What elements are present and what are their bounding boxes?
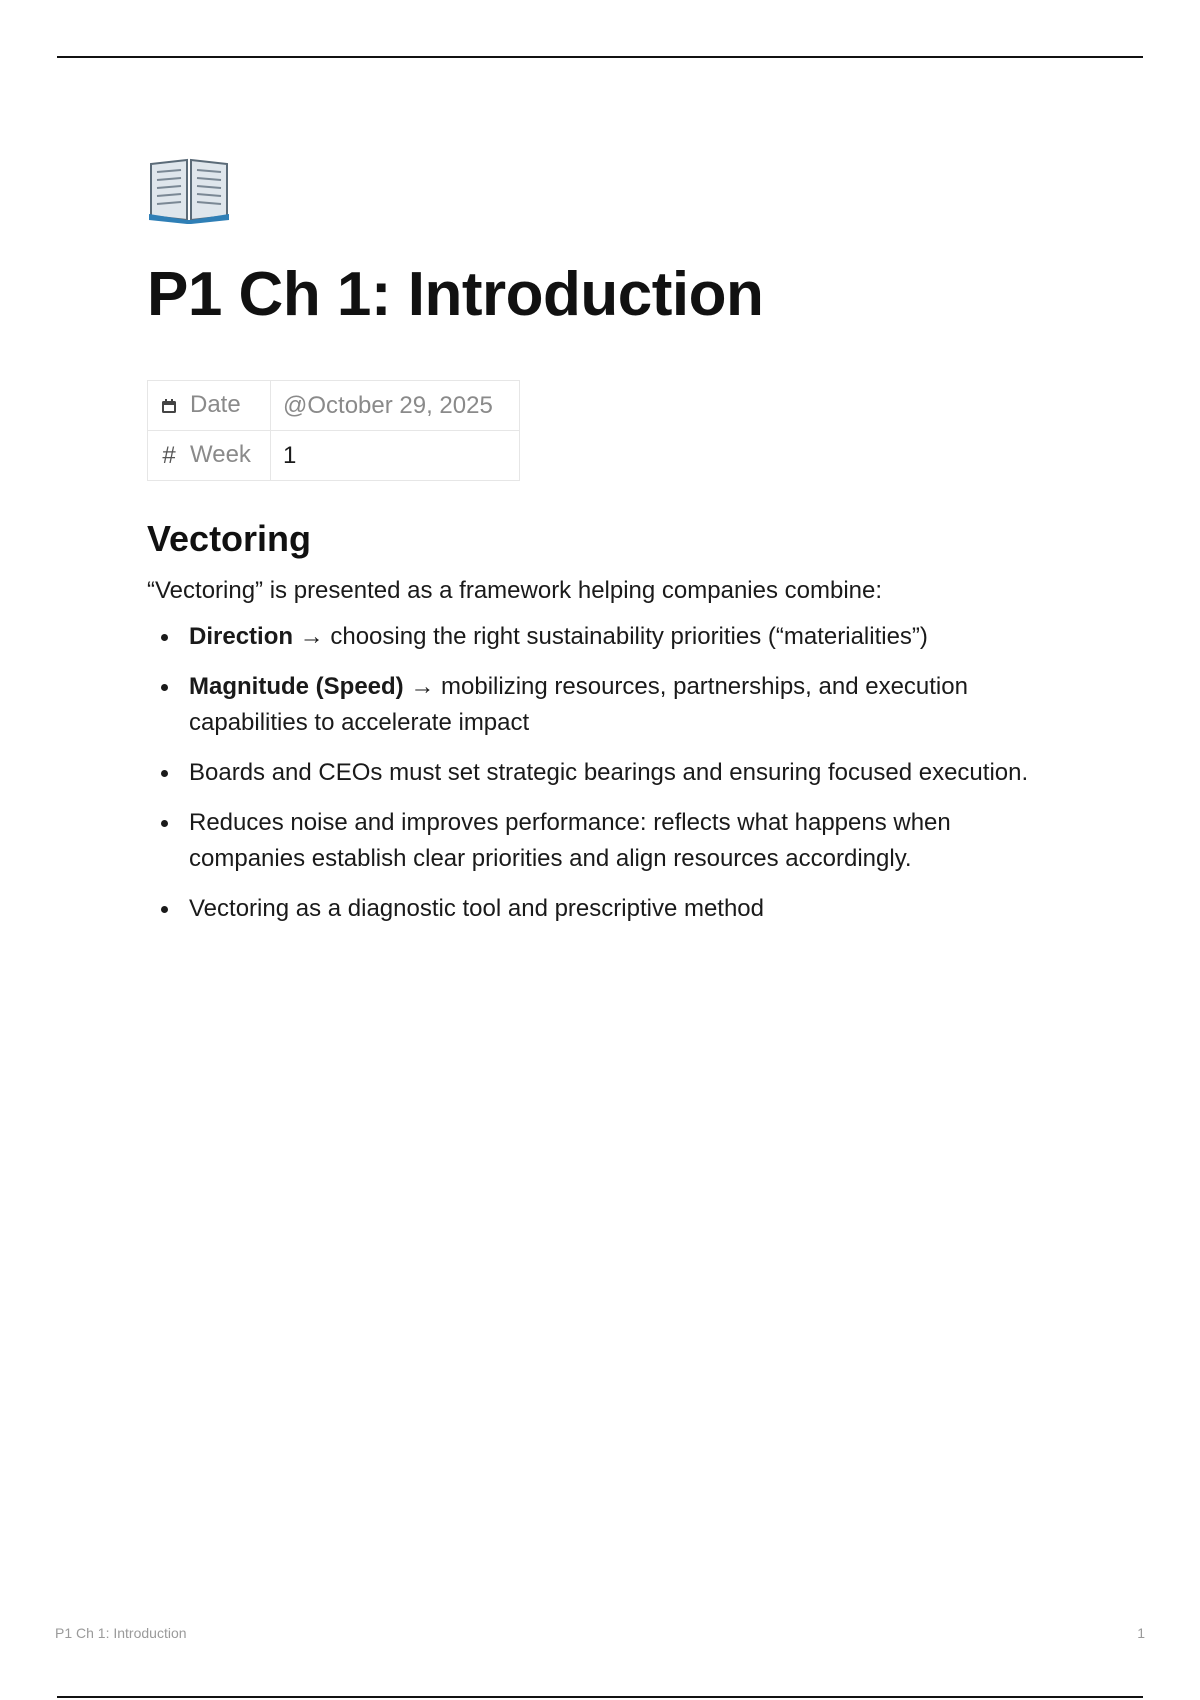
open-book-icon [147, 150, 231, 224]
bullet-dot [161, 820, 168, 827]
footer-page-number: 1 [1137, 1625, 1145, 1641]
footer-title: P1 Ch 1: Introduction [55, 1625, 187, 1641]
calendar-icon [160, 392, 178, 420]
hash-icon: # [162, 441, 176, 469]
bullet-dot [161, 770, 168, 777]
list-item [147, 619, 1069, 655]
bullet-text: → choosing the right sustainability priorities (“materialities”) [293, 623, 928, 650]
bullet-text: Boards and CEOs must set strategic bearings and ensuring focused execution. [189, 759, 1029, 786]
property-label: Date [190, 391, 241, 419]
list-item [147, 805, 1069, 877]
page-content [147, 150, 1077, 941]
list-item [147, 891, 1069, 927]
bullet-text: → mobilizing resources, partnerships, and execution capabilities to accelerate impact [189, 673, 968, 736]
property-name-week[interactable] [148, 431, 271, 481]
page-title: P1 Ch 1: Introduction [147, 260, 764, 329]
bullet-text: Vectoring as a diagnostic tool and prescriptive method [189, 895, 765, 922]
intro-paragraph: “Vectoring” is presented as a framework helping companies combine: [147, 577, 883, 604]
bullet-bold: Direction [189, 623, 294, 650]
bottom-divider [57, 1696, 1143, 1698]
list-item [147, 755, 1069, 791]
property-name-date[interactable] [148, 381, 271, 431]
property-row-week [148, 431, 520, 481]
bullet-list [147, 619, 1077, 927]
bullet-dot [161, 906, 168, 913]
properties-table [147, 380, 520, 481]
bullet-dot [161, 634, 168, 641]
property-label: Week [190, 441, 251, 469]
section-heading: Vectoring [147, 518, 312, 559]
property-row-date [148, 381, 520, 431]
week-value[interactable]: 1 [271, 431, 520, 481]
date-value[interactable]: @October 29, 2025 [271, 381, 520, 431]
list-item [147, 669, 1069, 741]
bullet-text: Reduces noise and improves performance: reflects what happens when companies establish clear priorities and align resources accordingly. [189, 809, 951, 872]
top-divider [57, 56, 1143, 58]
bullet-dot [161, 684, 168, 691]
bullet-bold: Magnitude (Speed) [189, 673, 404, 700]
